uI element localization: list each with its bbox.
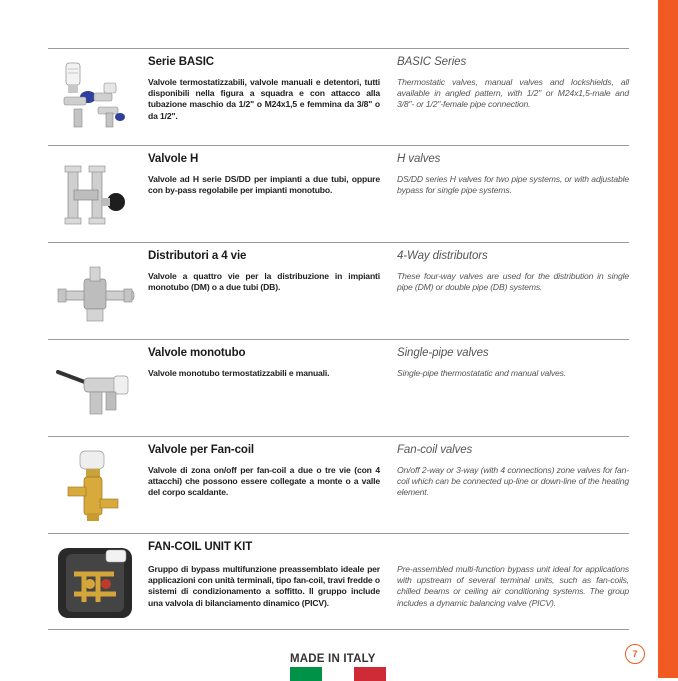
product-title-en: Fan-coil valves: [397, 444, 473, 456]
h-valve-image: [54, 156, 136, 234]
product-description-it: Valvole termostatizzabili, valvole manuali e detentori, tutti disponibili nella figura a squadra e con attacco alla tubazione maschio da 1/2" o M24x1,5 e femmina da 3/8" o da 1/2".: [148, 77, 380, 121]
product-description-it: Valvole a quattro vie per la distribuzione in impianti monotubo (DM) o a due tubi (DB).: [148, 271, 380, 293]
basic-series-valves-image: [54, 59, 136, 137]
four-way-distributor-image: [54, 253, 136, 331]
product-catalog: [48, 48, 629, 630]
product-row-fan-coil-valves: [48, 436, 629, 533]
product-row-single-pipe-valves: [48, 339, 629, 436]
product-title-it: FAN-COIL UNIT KIT: [148, 541, 253, 553]
product-row-basic-series: [48, 48, 629, 145]
fan-coil-unit-kit-image: [54, 544, 136, 622]
page-number: 7: [625, 644, 645, 664]
product-description-it: Valvole monotubo termostatizzabili e manuali.: [148, 368, 330, 378]
made-in-italy-badge: [290, 653, 386, 681]
product-title-it: Serie BASIC: [148, 56, 215, 68]
flag-white-stripe: [322, 667, 354, 681]
made-in-italy-text: MADE IN ITALY: [290, 653, 376, 665]
flag-red-stripe: [354, 667, 386, 681]
product-title-it: Valvole per Fan-coil: [148, 444, 255, 456]
product-title-en: 4-Way distributors: [397, 250, 488, 262]
product-description-en: Pre-assembled multi-function bypass unit ideal for applications with upstream of several terminal units, such as fan-coils, chilled beams or ceiling air conditioning systems. The group includes a dynamic balancing valve (PICV).: [397, 564, 629, 608]
fan-coil-valve-image: [54, 447, 136, 525]
product-description-it: Gruppo di bypass multifunzione preassemblato ideale per applicazioni con unità terminali, tipo fan-coil, travi fredde o sistemi di condizionamento a soffitto. Il gruppo include una valvola di bilanciamento dinamico (PICV).: [148, 564, 380, 608]
italian-flag-icon: [290, 667, 386, 681]
product-description-en: Thermostatic valves, manual valves and lockshields, all available in angled pattern, with 1/2" or M24x1,5-male and 3/8"- or 1/2"-female pipe connection.: [397, 77, 629, 110]
product-row-fan-coil-unit-kit: [48, 533, 629, 630]
single-pipe-valve-image: [54, 350, 136, 428]
product-description-en: Single-pipe thermostatatic and manual valves.: [397, 368, 567, 378]
flag-green-stripe: [290, 667, 322, 681]
product-title-en: Single-pipe valves: [397, 347, 489, 359]
product-title-it: Valvole H: [148, 153, 199, 165]
product-description-it: Valvole di zona on/off per fan-coil a due o tre vie (con 4 attacchi) che possono essere collegate a monte o a valle del corpo scaldante.: [148, 465, 380, 498]
product-description-en: These four-way valves are used for the distribution in single pipe (DM) or double pipe (DB) systems.: [397, 271, 629, 293]
product-title-it: Distributori a 4 vie: [148, 250, 247, 262]
product-title-it: Valvole monotubo: [148, 347, 246, 359]
product-description-it: Valvole ad H serie DS/DD per impianti a due tubi, oppure con by-pass regolabile per impianti monotubo.: [148, 174, 380, 196]
product-title-en: BASIC Series: [397, 56, 467, 68]
product-row-4-way-distributors: [48, 242, 629, 339]
orange-side-bar: [658, 0, 678, 678]
product-description-en: On/off 2-way or 3-way (with 4 connections) zone valves for fan-coil which can be connected up-line or down-line of the heating element.: [397, 465, 629, 498]
product-title-en: H valves: [397, 153, 441, 165]
product-description-en: DS/DD series H valves for two pipe systems, or with adjustable bypass for single pipe systems.: [397, 174, 629, 196]
product-row-h-valves: [48, 145, 629, 242]
